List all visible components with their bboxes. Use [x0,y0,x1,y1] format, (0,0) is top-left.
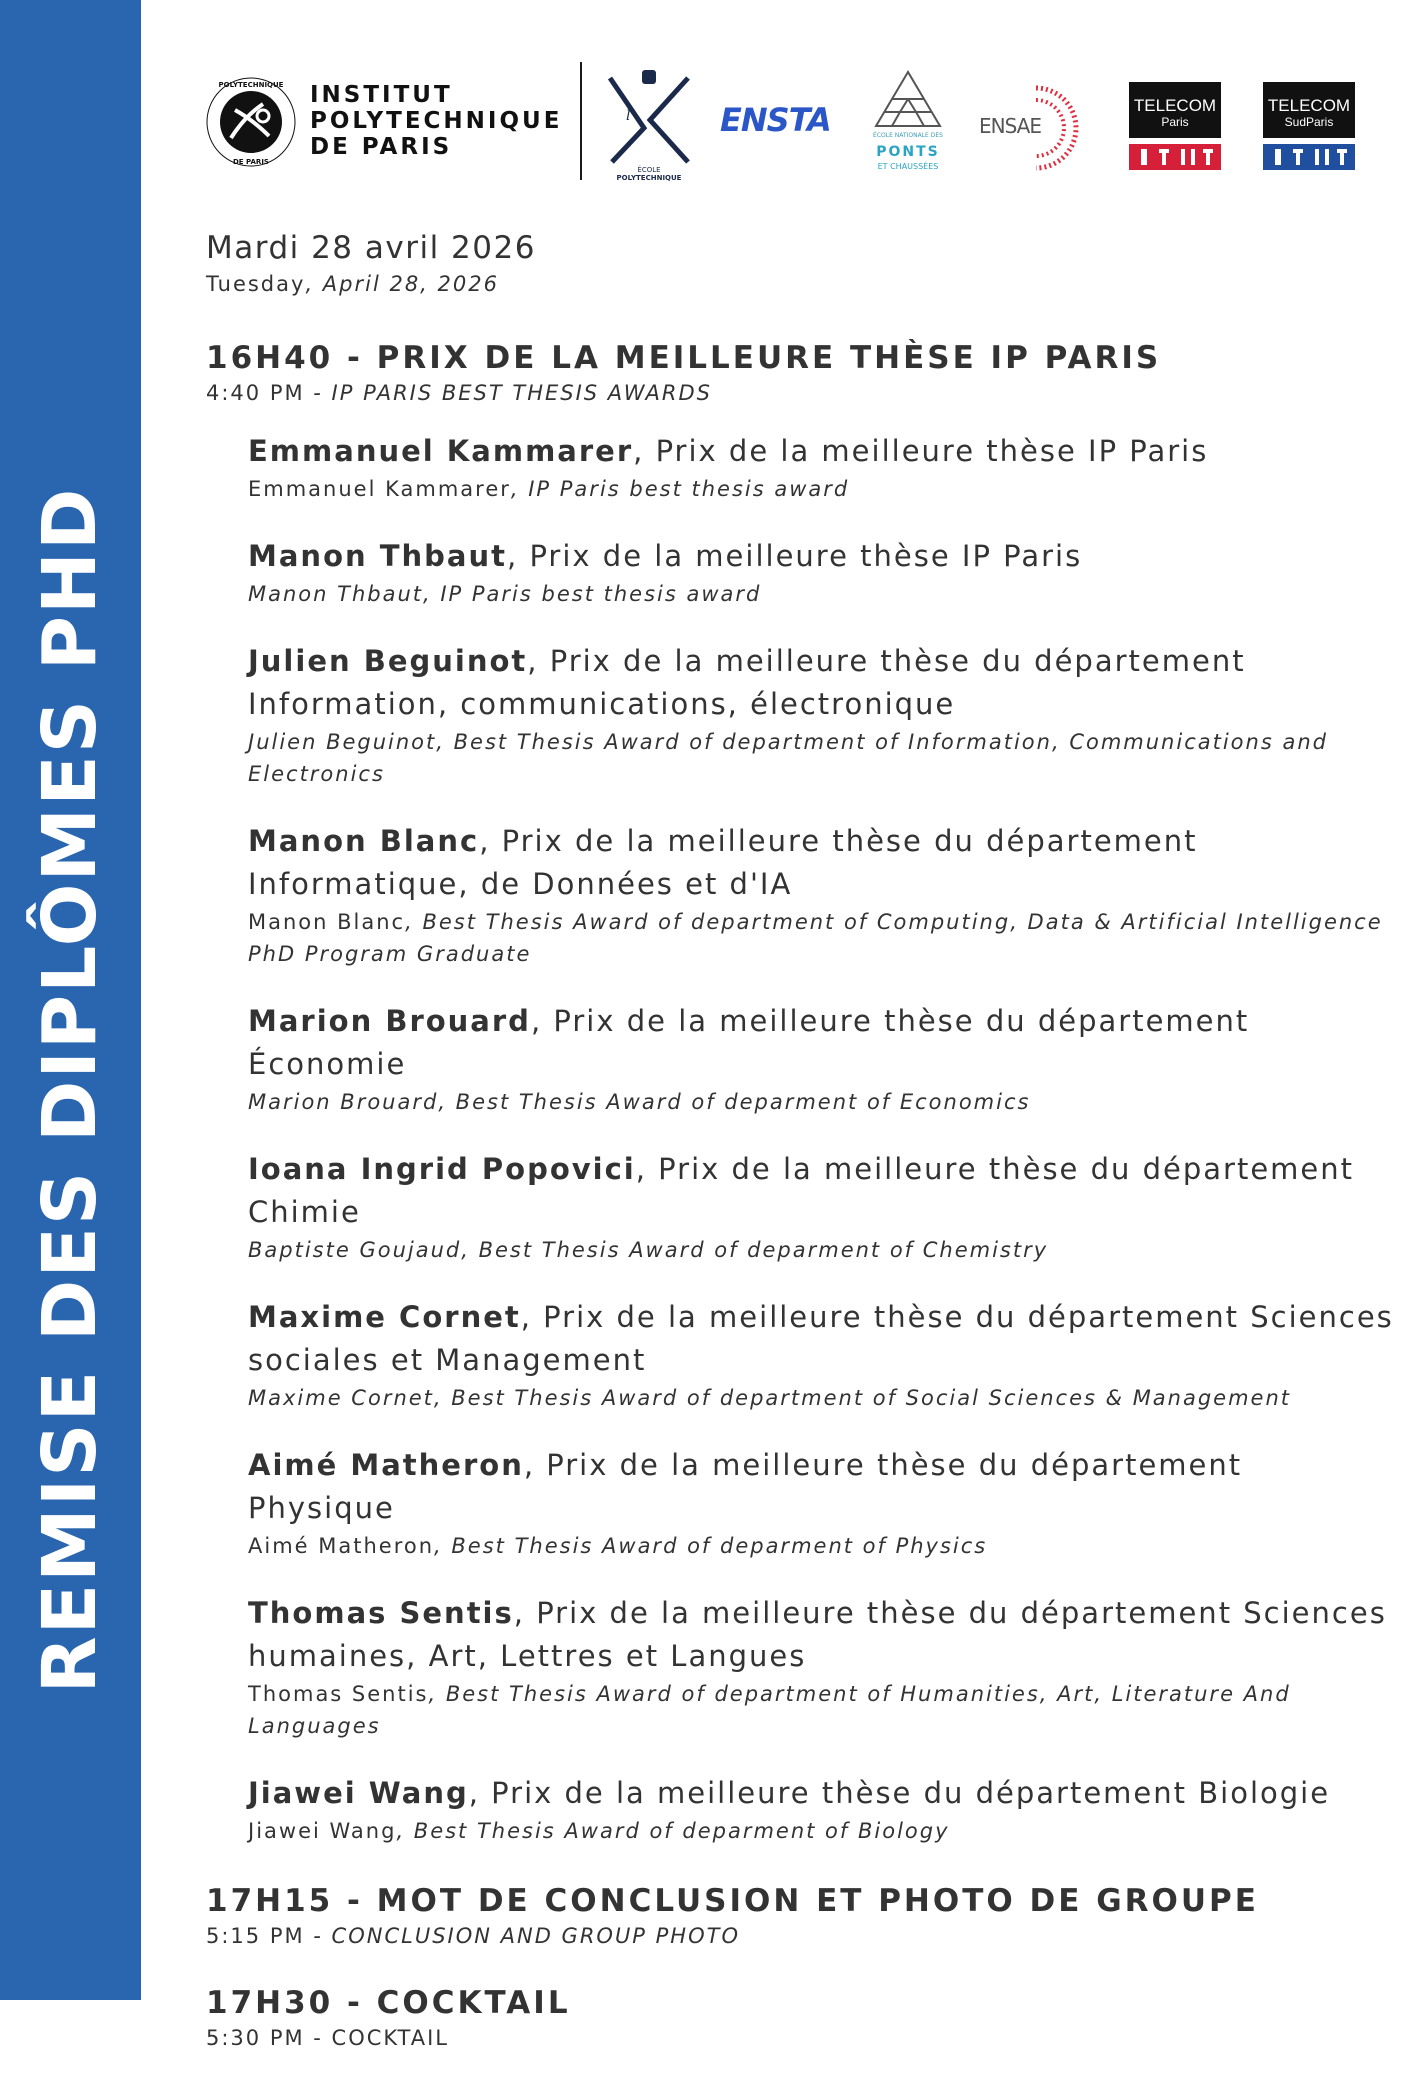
award-fr [248,1148,1396,1234]
award-fr [248,1296,1396,1382]
award-en [248,473,1396,505]
list-item [248,1592,1396,1742]
ensae-logo [976,82,1096,172]
award-fr-text: , Prix de la meilleure thèse IP Paris [507,539,1083,573]
telecom-paris-line-1: TELECOM [1133,96,1217,115]
award-name: Marion Brouard [248,1004,531,1038]
list-item [248,820,1396,970]
sidebar [0,0,141,2000]
award-en-name: Thomas Sentis [248,1682,429,1706]
list-item [248,1772,1396,1847]
award-name: Maxime Cornet [248,1300,521,1334]
award-en [248,1678,1396,1742]
ponts-caption-1: ÉCOLE NATIONALE DES [873,132,943,139]
telecom-paris-box [1129,82,1221,138]
award-en-name: Emmanuel Kammarer [248,477,511,501]
section-cocktail [206,1983,1396,2051]
x-caption [604,166,694,182]
award-en-text: Baptiste Goujaud, Best Thesis Award of deparment of Chemistry [248,1238,1049,1262]
svg-text:l': l' [626,108,635,124]
list-item [248,430,1396,505]
program-content [206,228,1396,2051]
award-en-text: , Best Thesis Award of department of Humanities, Art, Literature And Languages [248,1682,1291,1738]
telecom-paris-logo [1129,82,1221,174]
telecom-sudparis-line-1: TELECOM [1267,96,1351,115]
date-en [206,270,1396,298]
ensta-logo: ENSTA [720,101,831,139]
imt-red-banner-icon [1129,144,1221,170]
ponts-triangle-icon [868,68,948,130]
date-en-rest: , April 28, 2026 [305,272,499,296]
award-fr [248,430,1396,473]
award-fr [248,640,1396,726]
sidebar-title: REMISE DES DIPLÔMES PHD [27,486,113,1694]
ponts-caption-2: PONTS [876,144,940,160]
award-name: Aimé Matheron [248,1448,524,1482]
section-title: 17H15 - MOT DE CONCLUSION ET PHOTO DE GROUPE [206,1883,1259,1919]
award-fr [248,1000,1396,1086]
award-fr-text: , Prix de la meilleure thèse du département Sciences sociales et Management [248,1300,1394,1377]
award-en-text: , Best Thesis Award of deparment of Biology [396,1819,950,1843]
award-fr [248,820,1396,906]
ensae-label: ENSAE [979,114,1041,138]
award-en [248,906,1396,970]
section-title: 16H40 - PRIX DE LA MEILLEURE THÈSE IP PARIS [206,340,1162,376]
ponts-caption-3: ET CHAUSSÉES [877,162,939,171]
award-en [248,578,1396,610]
ipp-line-2: POLYTECHNIQUE [310,108,563,134]
section-subtitle-time: 4:40 PM [206,381,305,405]
award-fr-text: , Prix de la meilleure thèse du département Physique [248,1448,1243,1525]
award-fr-text: , Prix de la meilleure thèse du département Économie [248,1004,1250,1081]
award-name: Emmanuel Kammarer [248,434,634,468]
svg-text:DE PARIS: DE PARIS [233,158,269,166]
telecom-paris-line-2: Paris [1161,115,1189,129]
award-fr-text: , Prix de la meilleure thèse du département Information, communications, électronique [248,644,1246,721]
award-en [248,1086,1396,1118]
award-name: Jiawei Wang [248,1776,469,1810]
list-item [248,1444,1396,1562]
award-fr-text: , Prix de la meilleure thèse du département Informatique, de Données et d'IA [248,824,1198,901]
award-en-name: Jiawei Wang [248,1819,397,1843]
ipp-line-1: INSTITUT [310,82,453,108]
section-subtitle-rest: - IP PARIS BEST THESIS AWARDS [304,381,712,405]
award-en-text: , Best Thesis Award of deparment of Physics [434,1534,988,1558]
award-name: Manon Thbaut [248,539,508,573]
list-item [248,640,1396,790]
award-fr-text: , Prix de la meilleure thèse du département Chimie [248,1152,1355,1229]
section-conclusion [206,1881,1396,1949]
award-en-text: , IP Paris best thesis award [510,477,850,501]
x-caption-line-2: POLYTECHNIQUE [616,174,682,182]
award-en [248,1815,1396,1847]
telecom-sudparis-logo [1263,82,1355,174]
award-en [248,726,1396,790]
svg-text:POLYTECHNIQUE: POLYTECHNIQUE [218,81,284,89]
award-fr-text: , Prix de la meilleure thèse IP Paris [633,434,1209,468]
ipp-wordmark [310,82,562,160]
section-subtitle-rest: - CONCLUSION AND GROUP PHOTO [304,1924,740,1948]
award-en [248,1382,1396,1414]
section-title: 17H30 - COCKTAIL [206,1985,571,2021]
section-subtitle-time: 5:15 PM [206,1924,305,1948]
award-name: Thomas Sentis [248,1596,514,1630]
ecole-polytechnique-logo [604,68,694,184]
award-fr-text: , Prix de la meilleure thèse du département Sciences humaines, Art, Lettres et Langues [248,1596,1387,1673]
award-en-text: , Best Thesis Award of department of Computing, Data & Artificial Intelligence PhD Program Graduate [248,910,1383,966]
telecom-sudparis-line-2: SudParis [1284,115,1334,129]
list-item [248,535,1396,610]
award-name: Manon Blanc [248,824,480,858]
ipp-logo [205,76,565,172]
ipp-line-3: DE PARIS [310,134,453,160]
award-fr [248,535,1396,578]
ipp-seal-icon [205,76,297,168]
section-subtitle [206,380,1396,406]
list-item [248,1148,1396,1266]
list-item [248,1000,1396,1118]
award-en-text: Julien Beguinot, Best Thesis Award of department of Information, Communications and Electronics [248,730,1328,786]
award-en [248,1234,1396,1266]
award-en [248,1530,1396,1562]
date-en-day: Tuesday [206,272,306,296]
list-item [248,1296,1396,1414]
award-en-name: Aimé Matheron [248,1534,435,1558]
award-fr [248,1592,1396,1678]
date-fr: Mardi 28 avril 2026 [206,230,536,266]
ecole-polytechnique-x-icon [604,68,694,164]
x-caption-line-1: ÉCOLE [637,166,661,174]
award-name: Julien Beguinot [248,644,528,678]
award-name: Ioana Ingrid Popovici [248,1152,636,1186]
awards-list [206,430,1396,1847]
award-en-name: Manon Blanc [248,910,406,934]
award-fr [248,1772,1396,1815]
ponts-logo [868,68,948,176]
award-en-text: Manon Thbaut, IP Paris best thesis award [248,582,762,606]
logo-divider [580,62,582,180]
award-en-text: Maxime Cornet, Best Thesis Award of department of Social Sciences & Management [248,1386,1292,1410]
section-subtitle [206,1923,1396,1949]
award-fr [248,1444,1396,1530]
telecom-sudparis-box [1263,82,1355,138]
imt-blue-banner-icon [1263,144,1355,170]
award-en-text: Marion Brouard, Best Thesis Award of deparment of Economics [248,1090,1031,1114]
section-awards [206,338,1396,1847]
section-subtitle: 5:30 PM - COCKTAIL [206,2026,449,2050]
award-fr-text: , Prix de la meilleure thèse du département Biologie [468,1776,1331,1810]
